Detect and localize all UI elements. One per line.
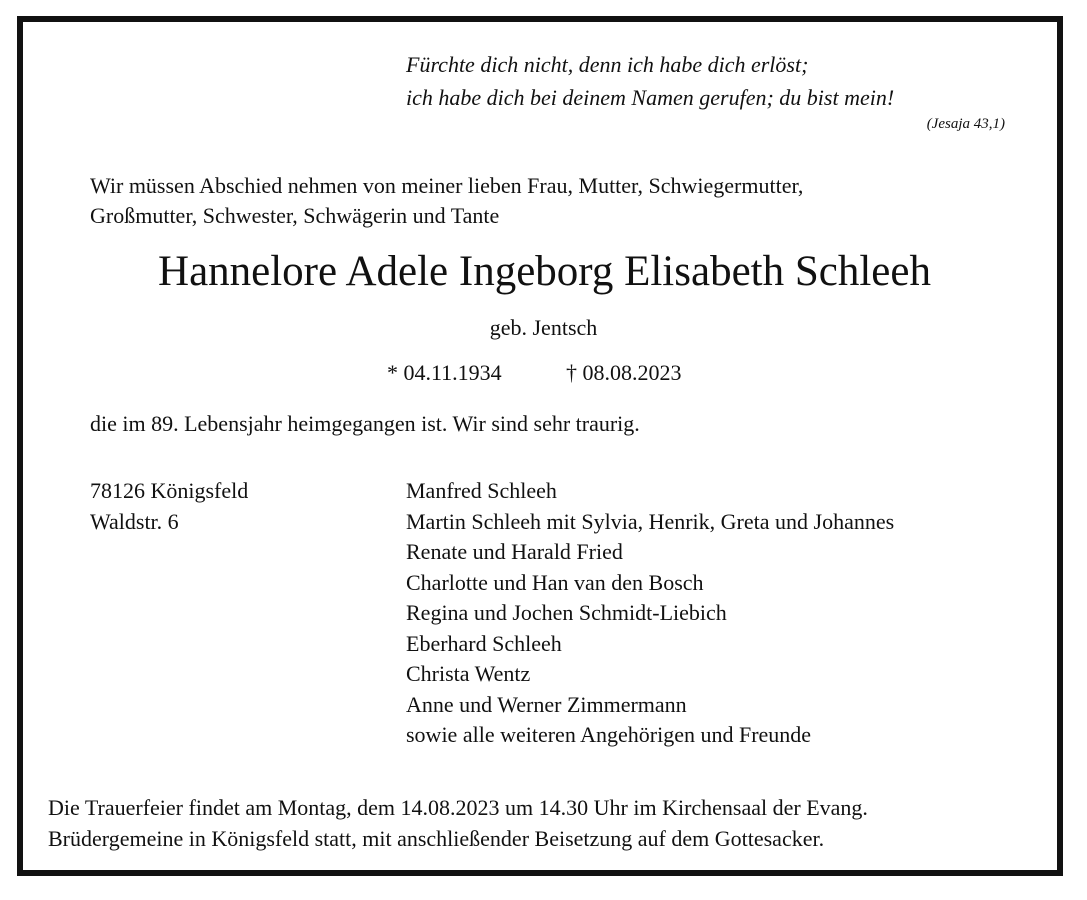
address-street: Waldstr. 6	[90, 508, 179, 534]
mourner-item: Regina und Jochen Schmidt-Liebich	[406, 600, 727, 625]
age-line: die im 89. Lebensjahr heimgegangen ist. Wir sind sehr traurig.	[90, 411, 640, 436]
death-date: † 08.08.2023	[566, 360, 682, 385]
service-line-1: Die Trauerfeier findet am Montag, dem 14.08.2023 um 14.30 Uhr im Kirchensaal der Evang.	[48, 795, 868, 820]
address-city: 78126 Königsfeld	[90, 478, 249, 503]
verse-line-1: Fürchte dich nicht, denn ich habe dich erlöst;	[406, 52, 809, 77]
mourner-item: Anne und Werner Zimmermann	[406, 691, 687, 717]
verse-line-2: ich habe dich bei deinem Namen gerufen; du bist mein!	[406, 85, 895, 110]
funeral-service-notice	[48, 792, 868, 854]
maiden-name: geb. Jentsch	[489, 315, 598, 340]
mourning-address	[90, 476, 248, 537]
deceased-name: Hannelore Adele Ingeborg Elisabeth Schleeh	[158, 248, 931, 295]
mourner-item: Renate und Harald Fried	[406, 539, 623, 564]
mourner-item: Eberhard Schleeh	[406, 630, 562, 656]
intro-line-2: Großmutter, Schwester, Schwägerin und Tante	[90, 203, 500, 228]
mourner-item: sowie alle weiteren Angehörigen und Freunde	[406, 722, 812, 747]
mourners-list	[406, 476, 894, 751]
birth-date: * 04.11.1934	[387, 360, 502, 385]
mourner-item: Charlotte und Han van den Bosch	[406, 569, 704, 595]
mourner-item: Christa Wentz	[406, 661, 531, 686]
verse-reference: (Jesaja 43,1)	[926, 116, 1005, 132]
intro-line-1: Wir müssen Abschied nehmen von meiner lieben Frau, Mutter, Schwiegermutter,	[90, 173, 804, 198]
mourner-item: Manfred Schleeh	[406, 478, 557, 503]
mourner-item: Martin Schleeh mit Sylvia, Henrik, Greta und Johannes	[406, 508, 895, 534]
service-line-2: Brüdergemeine in Königsfeld statt, mit anschließender Beisetzung auf dem Gottesacker.	[48, 826, 825, 851]
